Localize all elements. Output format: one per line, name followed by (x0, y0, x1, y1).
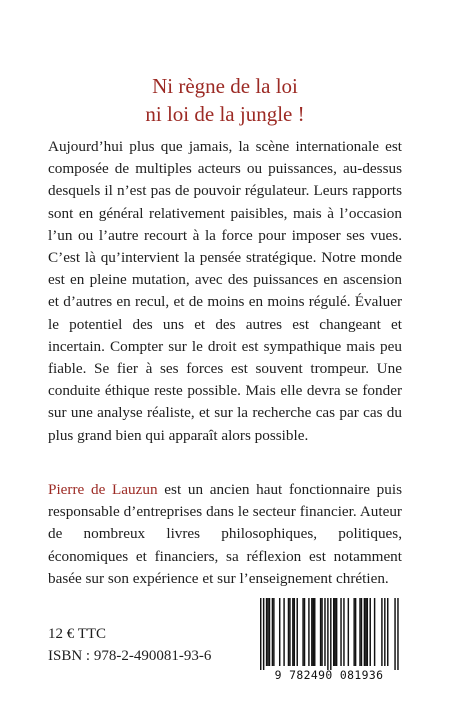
barcode-bar (302, 598, 303, 666)
barcode-bar (272, 598, 273, 666)
barcode-bar (333, 598, 334, 666)
barcode-bar (308, 598, 309, 666)
barcode-bar (273, 598, 274, 666)
barcode-bar (334, 598, 335, 666)
barcode-bar (384, 598, 385, 666)
barcode-bar (353, 598, 354, 666)
barcode-bar (340, 598, 341, 666)
price-label: 12 € TTC (48, 626, 107, 642)
barcode-bar (263, 598, 264, 670)
barcode-bar (370, 598, 371, 666)
barcode-bar (324, 598, 325, 666)
author-name: Pierre de Lauzun (48, 481, 158, 498)
barcode-bar (311, 598, 312, 666)
barcode-bar (260, 598, 261, 670)
barcode-bars (252, 596, 406, 670)
barcode-bar (288, 598, 289, 666)
barcode-bar (374, 598, 375, 666)
barcode-bar (327, 598, 328, 670)
barcode-bar (294, 598, 295, 666)
barcode-bar (289, 598, 290, 666)
barcode-bar (367, 598, 368, 666)
barcode-bar (283, 598, 284, 666)
barcode-bar (359, 598, 360, 666)
title-line-2: ni loi de la jungle ! (145, 102, 305, 126)
barcode-bar (269, 598, 270, 666)
barcode-bar (320, 598, 321, 666)
author-bio-text: est un ancien haut fonctionnaire puis responsable d’entreprises dans le secteur financier. Auteur de nombreux livres philosophiques, politiques, économiques et financiers, sa réflexion est notamment basée sur son expérience et sur l’enseignement chrétien. (48, 481, 402, 587)
barcode-bar (343, 598, 344, 666)
barcode-bar (279, 598, 280, 666)
barcode-bar (364, 598, 365, 666)
barcode-bar (365, 598, 366, 666)
isbn-label: ISBN : 978-2-490081-93-6 (48, 648, 212, 664)
barcode-bar (292, 598, 293, 666)
barcode-bar (321, 598, 322, 666)
barcode-bar (336, 598, 337, 666)
barcode-bar (266, 598, 267, 666)
barcode-bar (381, 598, 382, 666)
author-bio-paragraph (48, 479, 402, 590)
barcode-digits: 9 782490 081936 (274, 668, 384, 682)
barcode-bar (304, 598, 305, 666)
barcode-bar (297, 598, 298, 666)
barcode-bar (387, 598, 388, 666)
barcode-bar (267, 598, 268, 666)
barcode-bar (314, 598, 315, 666)
barcode-bar (355, 598, 356, 666)
barcode-bar (397, 598, 398, 670)
barcode-bar (313, 598, 314, 666)
barcode-bar (348, 598, 349, 666)
description-paragraph: Aujourd’hui plus que jamais, la scène internationale est composée de multiples acteurs ou puissances, au-dessus desquels il n’est pas de pouvoir régulateur. Leurs rapports sont en général relativement paisibles, mais à l’occasion l’un ou l’autre recourt à la force pour imposer ses vues. C’est là qu’intervient la pensée stratégique. Notre monde est en pleine mutation, avec des puissances en ascension et d’autres en recul, et de moins en moins régulé. Évaluer le potentiel des uns et des autres est changeant et incertain. Compter sur le droit est sympathique mais peu fiable. Se fier à ses forces est souvent trompeur. Une conduite éthique reste possible. Mais elle devra se fonder sur une analyse réaliste, et sur la recherche cas par cas du plus grand bien qui apparaît alors possible. (48, 138, 402, 444)
title-line-1: Ni règne de la loi (152, 74, 298, 98)
barcode-bar (361, 598, 362, 666)
barcode-bar (394, 598, 395, 670)
barcode-bar (330, 598, 331, 670)
barcode (252, 596, 406, 684)
